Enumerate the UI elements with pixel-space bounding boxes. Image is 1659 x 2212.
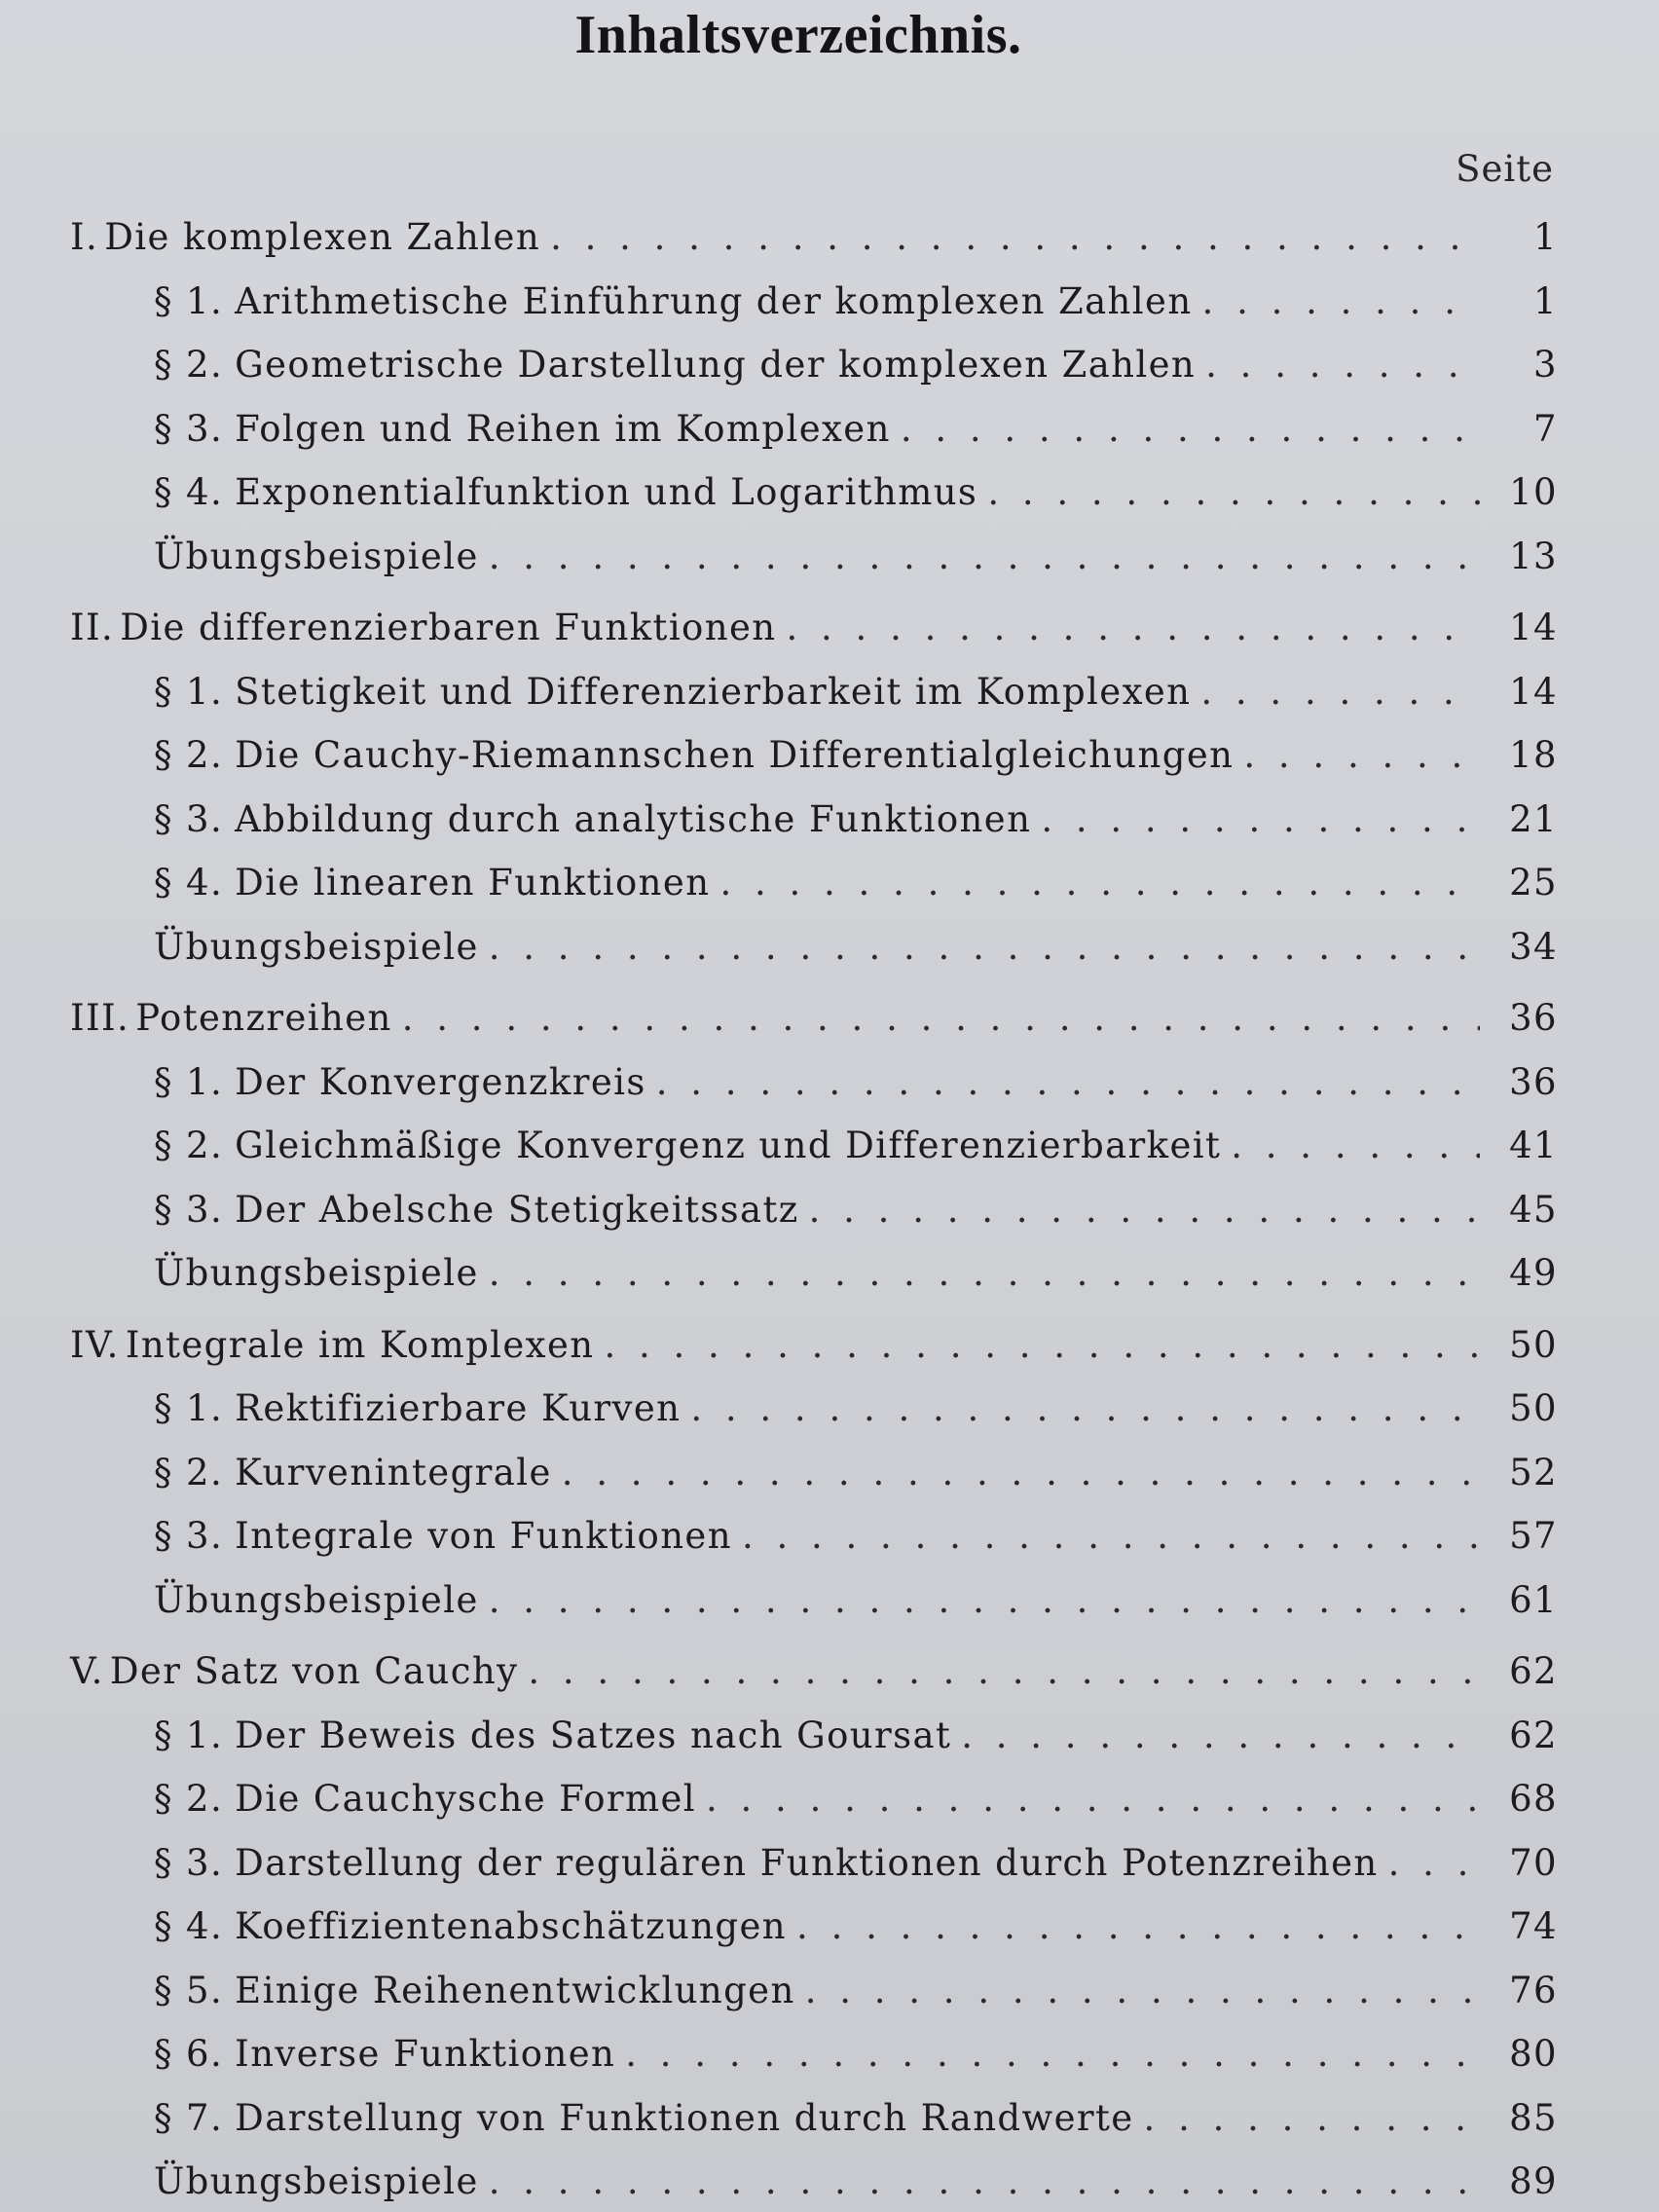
section-page-number: 74 [1509,1905,1558,1947]
section-title: Darstellung von Funktionen durch Randwerte [235,2096,1134,2139]
section-page-number: 13 [1509,535,1558,577]
section-page-number: 61 [1509,1578,1558,1621]
leader-dots [1231,1124,1480,1166]
section-title: Darstellung der regulären Funktionen durch Potenzreihen [235,1841,1379,1884]
section-title: Der Abelsche Stetigkeitssatz [235,1188,799,1231]
toc-section-row [154,1842,1558,1884]
chapter-number: I. [70,216,99,258]
toc-exercises-row [154,1252,1558,1294]
section-page-number: 45 [1509,1188,1558,1231]
leader-dots [402,997,1480,1039]
toc-exercises-row [154,535,1558,577]
toc-section-row [154,471,1558,513]
section-number: § 1. [154,279,224,322]
leader-dots [742,1515,1480,1557]
section-number: § 1. [154,1714,224,1756]
section-number: § 3. [154,1841,224,1884]
toc-section-row [154,1387,1558,1429]
section-number: § 2. [154,734,224,776]
section-number: § 7. [154,2096,224,2139]
toc-section-row [154,734,1558,776]
section-title: Inverse Funktionen [235,2033,616,2075]
toc-section-row [154,1124,1558,1166]
toc-chapter-row [70,607,1558,648]
leader-dots [1200,671,1480,713]
section-page-number: 10 [1509,471,1558,513]
leader-dots [625,2033,1480,2075]
chapter-page-number: 1 [1533,216,1558,258]
leader-dots [562,1452,1480,1493]
section-number: § 2. [154,1778,224,1820]
section-title: Übungsbeispiele [154,2160,479,2202]
leader-dots [528,1650,1480,1692]
section-page-number: 25 [1509,862,1558,903]
leader-dots [550,216,1480,258]
section-title: Die Cauchysche Formel [235,1778,697,1820]
section-page-number: 89 [1509,2160,1558,2202]
toc-section-row [154,862,1558,903]
toc-chapter-row [70,1324,1558,1366]
chapter-page-number: 50 [1509,1323,1558,1366]
section-page-number: 62 [1509,1714,1558,1756]
section-title: Einige Reihenentwicklungen [235,1969,795,2011]
chapter-number: V. [70,1650,104,1692]
toc-section-row [154,1970,1558,2011]
leader-dots [1388,1842,1480,1884]
section-title: Integrale von Funktionen [235,1515,732,1557]
section-page-number: 70 [1509,1841,1558,1884]
section-title: Die Cauchy-Riemannschen Differentialgleichungen [235,734,1235,776]
section-page-number: 76 [1509,1969,1558,2011]
section-title: Gleichmäßige Konvergenz und Differenzierbarkeit [235,1124,1222,1166]
section-number: § 2. [154,344,224,386]
section-title: Kurvenintegrale [235,1451,552,1493]
leader-dots [719,862,1480,903]
toc-section-row [154,1778,1558,1820]
section-title: Folgen und Reihen im Komplexen [235,407,891,450]
section-title: Übungsbeispiele [154,535,479,577]
chapter-title: Der Satz von Cauchy [109,1650,519,1692]
section-page-number: 57 [1509,1515,1558,1557]
chapter-title: Potenzreihen [135,997,392,1039]
section-number: § 3. [154,407,224,450]
section-title: Exponentialfunktion und Logarithmus [235,471,978,513]
toc-section-row [154,1061,1558,1103]
section-title: Übungsbeispiele [154,1252,479,1294]
section-page-number: 34 [1509,925,1558,968]
section-title: Der Konvergenzkreis [235,1060,646,1103]
section-page-number: 7 [1533,407,1558,450]
section-page-number: 21 [1509,797,1558,840]
leader-dots [489,1252,1480,1294]
chapter-number: III. [70,997,130,1039]
chapter-title: Die komplexen Zahlen [104,216,541,258]
toc-section-row [154,1189,1558,1231]
chapter-page-number: 62 [1509,1650,1558,1692]
section-page-number: 68 [1509,1778,1558,1820]
leader-dots [489,1579,1480,1621]
toc-section-row [154,2033,1558,2075]
section-page-number: 49 [1509,1252,1558,1294]
leader-dots [1243,734,1480,776]
chapter-title: Integrale im Komplexen [125,1323,595,1366]
section-number: § 6. [154,2033,224,2075]
leader-dots [1202,280,1480,322]
section-number: § 3. [154,1515,224,1557]
leader-dots [1041,798,1480,840]
section-page-number: 85 [1509,2096,1558,2139]
section-page-number: 3 [1533,344,1558,386]
toc-exercises-row [154,926,1558,968]
leader-dots [961,1714,1480,1756]
section-title: Übungsbeispiele [154,1578,479,1621]
section-page-number: 41 [1509,1124,1558,1166]
section-page-number: 14 [1509,670,1558,713]
section-title: Rektifizierbare Kurven [235,1387,682,1429]
section-number: § 1. [154,670,224,713]
section-number: § 2. [154,1124,224,1166]
chapter-number: IV. [70,1323,120,1366]
page-title: Inhaltsverzeichnis. [574,5,1022,65]
section-title: Abbildung durch analytische Funktionen [235,797,1032,840]
section-number: § 2. [154,1451,224,1493]
leader-dots [690,1387,1480,1429]
leader-dots [809,1189,1480,1231]
leader-dots [901,408,1480,450]
leader-dots [489,926,1480,968]
leader-dots [805,1970,1480,2011]
toc-section-row [154,280,1558,322]
section-title: Die linearen Funktionen [235,862,711,903]
section-number: § 4. [154,471,224,513]
toc-section-row [154,344,1558,386]
toc-section-row [154,1452,1558,1493]
section-number: § 1. [154,1387,224,1429]
section-page-number: 52 [1509,1451,1558,1493]
toc-exercises-row [154,1579,1558,1621]
chapter-title: Die differenzierbaren Funktionen [120,607,777,648]
toc-exercises-row [154,2160,1558,2202]
section-title: Arithmetische Einführung der komplexen Zahlen [235,279,1193,322]
section-page-number: 1 [1533,279,1558,322]
section-number: § 5. [154,1969,224,2011]
leader-dots [787,607,1481,648]
toc-section-row [154,2097,1558,2139]
toc-section-row [154,1714,1558,1756]
toc-chapter-row [70,997,1558,1039]
leader-dots [987,471,1480,513]
toc-chapter-row [70,1650,1558,1692]
page-column-label: Seite [1456,148,1554,190]
toc-chapter-row [70,216,1558,258]
toc-section-row [154,1515,1558,1557]
chapter-page-number: 14 [1509,607,1558,648]
toc-section-row [154,1905,1558,1947]
leader-dots [796,1905,1480,1947]
toc-section-row [154,671,1558,713]
toc-section-row [154,408,1558,450]
section-title: Stetigkeit und Differenzierbarkeit im Komplexen [235,670,1192,713]
section-number: § 1. [154,1060,224,1103]
section-number: § 4. [154,862,224,903]
leader-dots [604,1324,1480,1366]
leader-dots [489,2160,1480,2202]
chapter-number: II. [70,607,115,648]
section-page-number: 18 [1509,734,1558,776]
section-page-number: 36 [1509,1060,1558,1103]
leader-dots [489,535,1480,577]
leader-dots [656,1061,1480,1103]
section-number: § 3. [154,797,224,840]
section-number: § 4. [154,1905,224,1947]
section-title: Koeffizientenabschätzungen [235,1905,788,1947]
section-title: Übungsbeispiele [154,925,479,968]
section-page-number: 50 [1509,1387,1558,1429]
chapter-page-number: 36 [1509,997,1558,1039]
leader-dots [1205,344,1480,386]
toc-section-row [154,798,1558,840]
section-number: § 3. [154,1188,224,1231]
leader-dots [706,1778,1480,1820]
section-title: Der Beweis des Satzes nach Goursat [235,1714,952,1756]
section-page-number: 80 [1509,2033,1558,2075]
section-title: Geometrische Darstellung der komplexen Zahlen [235,344,1197,386]
leader-dots [1144,2097,1480,2139]
